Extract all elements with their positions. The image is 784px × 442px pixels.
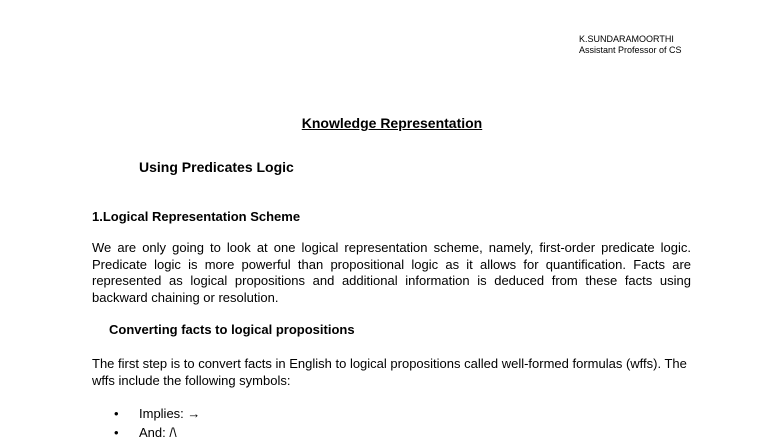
bullet-icon: • bbox=[114, 425, 119, 440]
document-title: Knowledge Representation bbox=[301, 115, 483, 131]
section-heading: 1.Logical Representation Scheme bbox=[92, 209, 301, 224]
list-item-text: Implies: → bbox=[139, 406, 201, 421]
bullet-icon: • bbox=[114, 406, 119, 421]
list-item-text: And: /\ bbox=[139, 425, 177, 440]
author-title: Assistant Professor of CS bbox=[579, 45, 682, 55]
list-item bbox=[92, 423, 200, 442]
list-item bbox=[92, 404, 200, 423]
subsection-heading: Converting facts to logical propositions bbox=[109, 322, 355, 337]
section-paragraph: We are only going to look at one logical representation scheme, namely, first-order predicate logic. Predicate logic is more powerful than propositional logic as it allows for quantification. Facts are represented as logical propositions and additional information is deduced from these facts using backward chaining or resolution. bbox=[92, 240, 691, 305]
author-name: K.SUNDARAMOORTHI bbox=[579, 34, 674, 44]
symbol-list bbox=[92, 404, 200, 442]
document-subtitle: Using Predicates Logic bbox=[139, 159, 294, 175]
author-block bbox=[579, 34, 682, 56]
subsection-paragraph: The first step is to convert facts in English to logical propositions called well-formed formulas (wffs). The wffs include the following symbols: bbox=[92, 356, 687, 388]
